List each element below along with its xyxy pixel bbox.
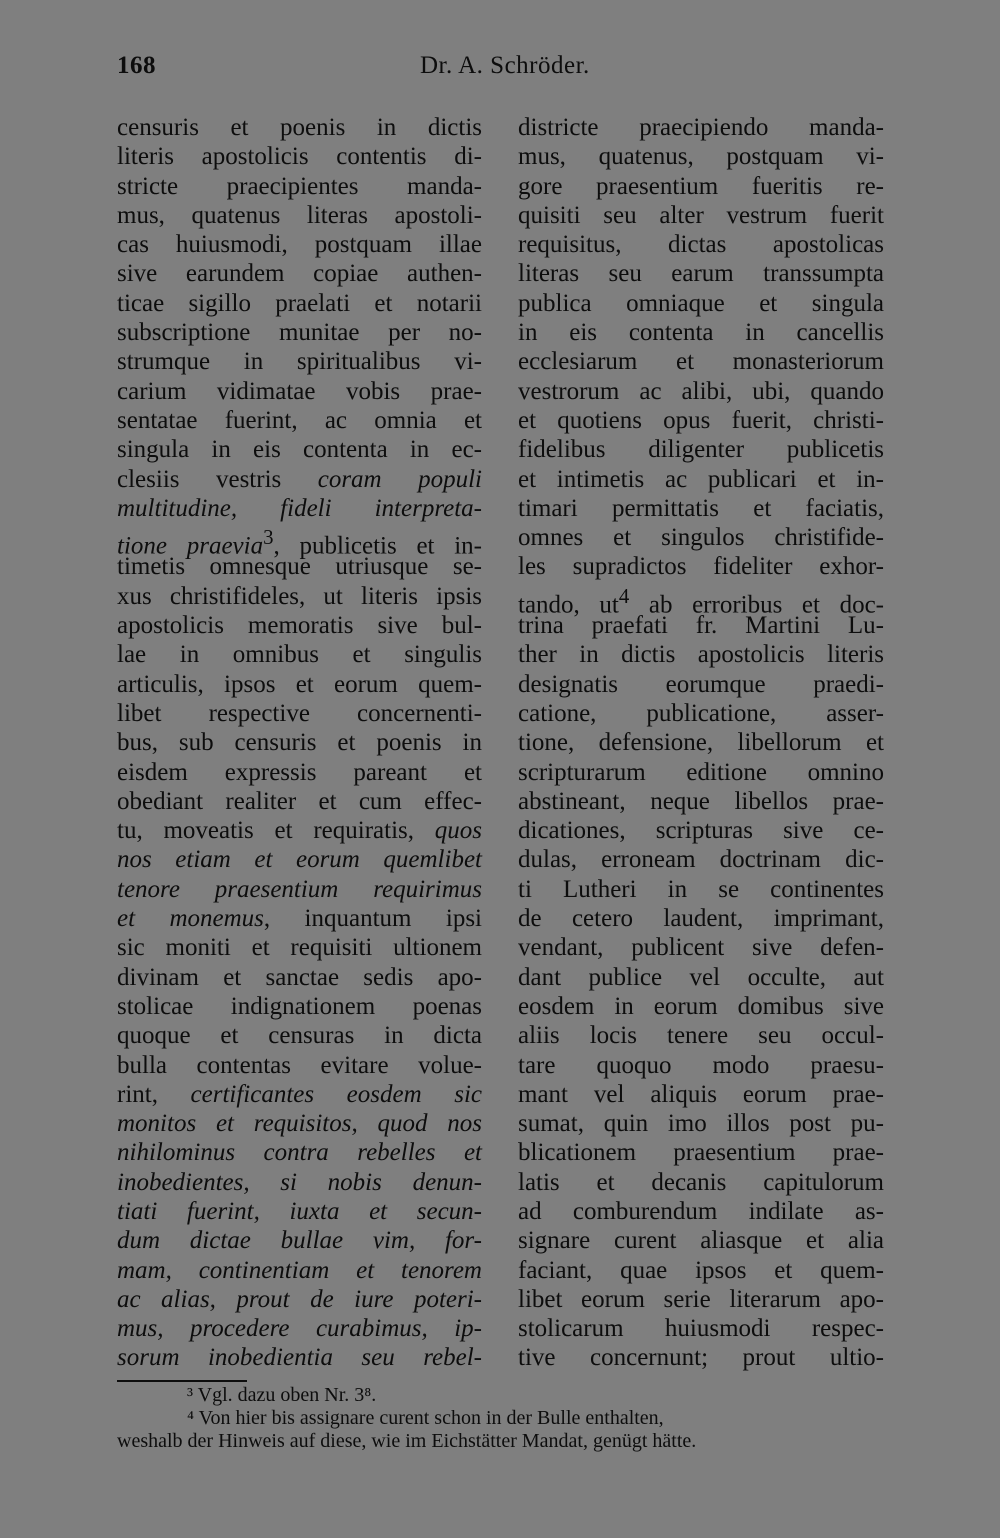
- text-line: ticae sigillo praelati et notarii: [117, 289, 482, 317]
- text-line: ti Lutheri in se continentes: [518, 875, 884, 903]
- text-line: signare curent aliasque et alia: [518, 1227, 884, 1255]
- text-line: in eis contenta in cancellis: [518, 319, 884, 347]
- text-line: scripturarum editione omnino: [518, 758, 884, 786]
- text-line: nos etiam et eorum quemlibet: [117, 846, 482, 874]
- text-line: ecclesiarum et monasteriorum: [518, 348, 884, 376]
- text-line: requisitus, dictas apostolicas: [518, 231, 884, 259]
- text-line: stolicae indignationem poenas: [117, 992, 482, 1020]
- text-line: trina praefati fr. Martini Lu-: [518, 612, 884, 640]
- text-line: monitos et requisitos, quod nos: [117, 1110, 482, 1138]
- text-line: timari permittatis et faciatis,: [518, 494, 884, 522]
- text-line: latis et decanis capitulorum: [518, 1168, 884, 1196]
- right-text-column: [518, 113, 884, 1373]
- text-line: subscriptione munitae per no-: [117, 319, 482, 347]
- text-line: multitudine, fideli interpreta-: [117, 494, 482, 522]
- text-line: quoque et censuras in dicta: [117, 1022, 482, 1050]
- text-line: dant publice vel occulte, aut: [518, 963, 884, 991]
- text-line: districte praecipiendo manda-: [518, 114, 884, 141]
- text-line: xus christifideles, ut literis ipsis: [117, 582, 482, 610]
- text-line: bulla contentas evitare volue-: [117, 1051, 482, 1079]
- text-line: tione praevia$^3$, publicetis et in-: [117, 525, 482, 560]
- text-line: tive concernunt; prout ultio-: [518, 1344, 884, 1372]
- text-line: faciant, quae ipsos et quem-: [518, 1256, 884, 1284]
- text-line: et monemus, inquantum ipsi: [117, 905, 482, 933]
- text-line: sorum inobedientia seu rebel-: [117, 1344, 482, 1372]
- footnote-4-continued: weshalb der Hinweis auf diese, wie im Eichstätter Mandat, genügt hätte.: [117, 1430, 697, 1452]
- text-line: quisiti seu alter vestrum fuerit: [518, 201, 884, 229]
- text-line: libet eorum serie literarum apo-: [518, 1285, 884, 1313]
- text-line: divinam et sanctae sedis apo-: [117, 963, 482, 991]
- text-line: strumque in spiritualibus vi-: [117, 348, 482, 376]
- text-line: abstineant, neque libellos prae-: [518, 787, 884, 815]
- text-line: tiati fuerint, iuxta et secun-: [117, 1197, 482, 1225]
- text-line: vendant, publicent sive defen-: [518, 934, 884, 962]
- footnote-rule: [117, 1380, 247, 1382]
- text-line: lae in omnibus et singulis: [117, 641, 482, 669]
- text-line: obediant realiter et cum effec-: [117, 787, 482, 815]
- text-line: sic moniti et requisiti ultionem: [117, 934, 482, 962]
- text-line: articulis, ipsos et eorum quem-: [117, 670, 482, 698]
- text-line: ther in dictis apostolicis literis: [518, 641, 884, 669]
- text-line: tu, moveatis et requiratis, quos: [117, 817, 482, 845]
- text-line: de cetero laudent, imprimant,: [518, 905, 884, 933]
- text-line: carium vidimatae vobis prae-: [117, 377, 482, 405]
- text-line: fidelibus diligenter publicetis: [518, 436, 884, 464]
- text-line: dulas, erroneam doctrinam dic-: [518, 846, 884, 874]
- text-line: mus, quatenus, postquam vi-: [518, 143, 884, 171]
- text-line: designatis eorumque praedi-: [518, 670, 884, 698]
- text-line: inobedientes, si nobis denun-: [117, 1168, 482, 1196]
- text-line: mam, continentiam et tenorem: [117, 1256, 482, 1284]
- footnote-3: ³ Vgl. dazu oben Nr. 3⁸.: [187, 1384, 377, 1406]
- text-line: omnes et singulos christifide-: [518, 524, 884, 552]
- text-line: apostolicis memoratis sive bul-: [117, 612, 482, 640]
- text-line: eisdem expressis pareant et: [117, 758, 482, 786]
- text-line: et intimetis ac publicari et in-: [518, 465, 884, 493]
- text-line: tare quoquo modo praesu-: [518, 1051, 884, 1079]
- text-line: publica omniaque et singula: [518, 289, 884, 317]
- text-line: mus, procedere curabimus, ip-: [117, 1315, 482, 1343]
- text-line: les supradictos fideliter exhor-: [518, 553, 884, 581]
- footnote-4: ⁴ Von hier bis assignare curent schon in der Bulle enthalten,: [187, 1407, 664, 1429]
- left-text-column: [117, 113, 482, 1373]
- text-line: stolicarum huiusmodi respec-: [518, 1315, 884, 1343]
- text-line: mus, quatenus literas apostoli-: [117, 201, 482, 229]
- text-line: eosdem in eorum domibus sive: [518, 992, 884, 1020]
- text-line: censuris et poenis in dictis: [117, 114, 482, 141]
- text-line: blicationem praesentium prae-: [518, 1139, 884, 1167]
- text-line: tione, defensione, libellorum et: [518, 729, 884, 757]
- text-line: sentatae fuerint, ac omnia et: [117, 406, 482, 434]
- text-line: mant vel aliquis eorum prae-: [518, 1080, 884, 1108]
- text-line: ad comburendum indilate as-: [518, 1197, 884, 1225]
- text-line: vestrorum ac alibi, ubi, quando: [518, 377, 884, 405]
- text-line: bus, sub censuris et poenis in: [117, 729, 482, 757]
- text-line: tenore praesentium requirimus: [117, 875, 482, 903]
- text-line: dicationes, scripturas sive ce-: [518, 817, 884, 845]
- running-head: Dr. A. Schröder.: [420, 52, 590, 79]
- footnotes: [117, 1384, 892, 1453]
- text-line: literis apostolicis contentis di-: [117, 143, 482, 171]
- text-line: cas huiusmodi, postquam illae: [117, 231, 482, 259]
- text-line: libet respective concernenti-: [117, 699, 482, 727]
- text-line: timetis omnesque utriusque se-: [117, 553, 482, 581]
- text-line: singula in eis contenta in ec-: [117, 436, 482, 464]
- text-line: sive earundem copiae authen-: [117, 260, 482, 288]
- text-line: sumat, quin imo illos post pu-: [518, 1110, 884, 1138]
- text-line: aliis locis tenere seu occul-: [518, 1022, 884, 1050]
- text-line: gore praesentium fueritis re-: [518, 172, 884, 200]
- text-line: tando, $ut^4$ ab erroribus et doc-: [518, 583, 884, 619]
- text-line: clesiis vestris coram populi: [117, 465, 482, 493]
- text-line: ac alias, prout de iure poteri-: [117, 1285, 482, 1313]
- text-line: et quotiens opus fuerit, christi-: [518, 406, 884, 434]
- page-number: 168: [117, 52, 156, 79]
- text-line: catione, publicatione, asser-: [518, 699, 884, 727]
- text-line: dum dictae bullae vim, for-: [117, 1227, 482, 1255]
- text-line: rint, certificantes eosdem sic: [117, 1080, 483, 1108]
- text-line: nihilominus contra rebelles et: [117, 1139, 482, 1167]
- text-line: stricte praecipientes manda-: [117, 172, 482, 200]
- text-line: literas seu earum transsumpta: [518, 260, 884, 288]
